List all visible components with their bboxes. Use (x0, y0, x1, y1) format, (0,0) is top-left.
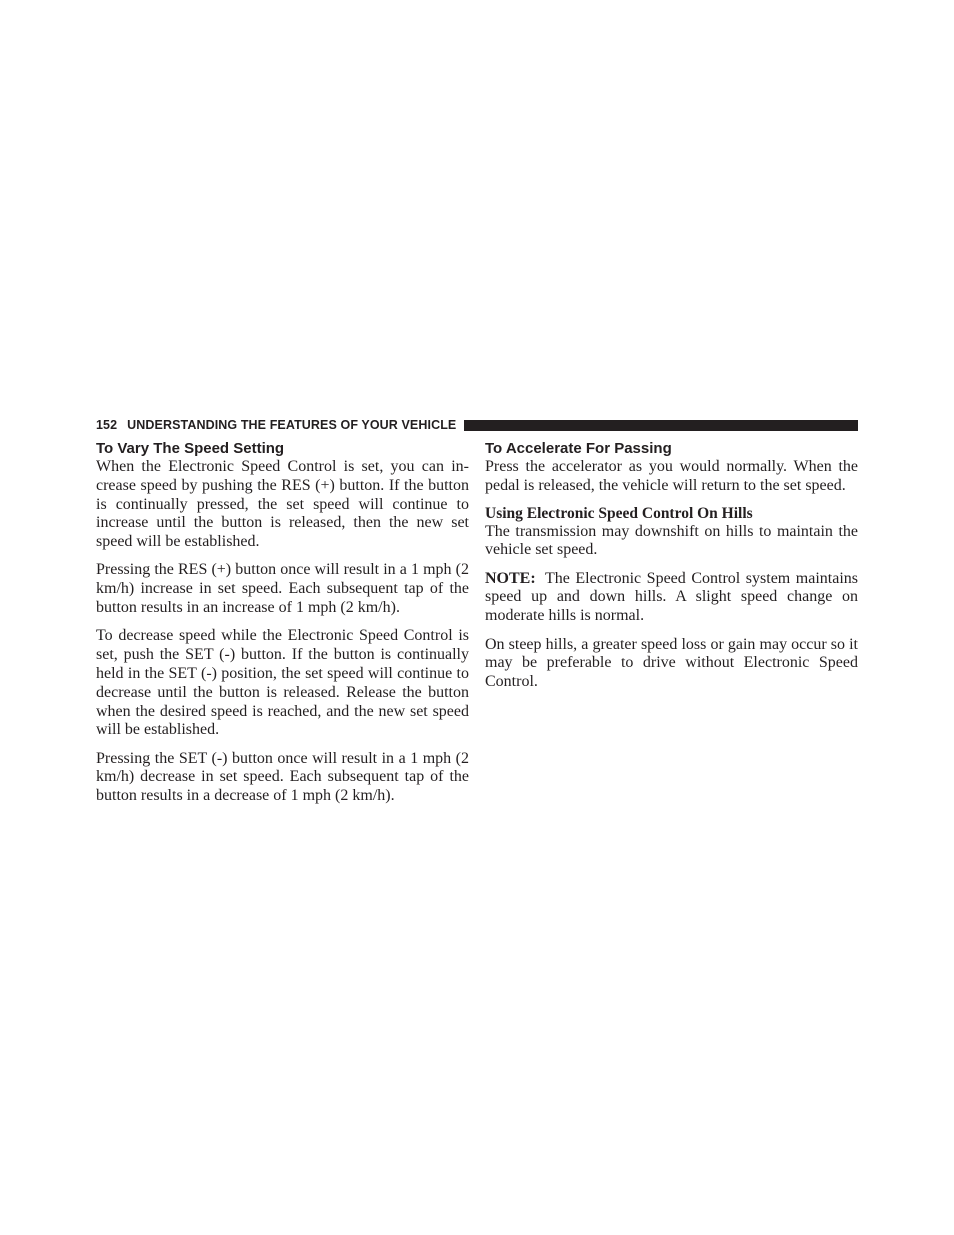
left-column (96, 438, 469, 816)
heading-accelerate-passing: To Accelerate For Passing (485, 440, 672, 457)
section-title: UNDERSTANDING THE FEATURES OF YOUR VEHICLE (127, 418, 457, 432)
paragraph-set-tap: Pressing the SET (-) button once will result in a 1 mph (2 km/h) decrease in set speed. Each subsequent tap of the button results in a decrease of 1 mph (2 km/h). (96, 749, 469, 805)
paragraph-steep-hills: On steep hills, a greater speed loss or gain may occur so it may be preferable to drive without Electronic Speed Control. (485, 635, 858, 691)
heading-vary-speed: To Vary The Speed Setting (96, 440, 285, 457)
right-column (485, 438, 858, 701)
page-number: 152 (96, 418, 118, 432)
subheading-hills: Using Electronic Speed Control On Hills (485, 504, 753, 522)
note-label: NOTE: (485, 569, 536, 587)
paragraph-increase-speed: When the Electronic Speed Control is set, you can increase speed by pushing the RES (+) button. If the button is continually pressed, the set speed will continue to increase until the button is released, then the new set speed will be established. (96, 458, 469, 551)
header-rule (464, 420, 858, 431)
paragraph-decrease-speed: To decrease speed while the Electronic Speed Control is set, push the SET (-) button. If the button is continually held in the SET (-) position, the set speed will continue to decrease until the button is released. Release the button when the desired speed is reached, and the new set speed will be established. (96, 627, 469, 739)
paragraph-downshift: The transmission may downshift on hills to maintain the vehicle set speed. (485, 522, 858, 559)
note-text: The Electronic Speed Control system maintains speed up and down hills. A slight speed change on moderate hills is normal. (485, 569, 859, 625)
paragraph-res-tap: Pressing the RES (+) button once will result in a 1 mph (2 km/h) increase in set speed. Each subsequent tap of the button results in an increase of 1 mph (2 km/h). (96, 561, 469, 617)
paragraph-accelerate: Press the accelerator as you would normally. When the pedal is released, the vehicle will return to the set speed. (485, 458, 858, 494)
page-header (96, 417, 858, 433)
note-paragraph (485, 570, 858, 626)
